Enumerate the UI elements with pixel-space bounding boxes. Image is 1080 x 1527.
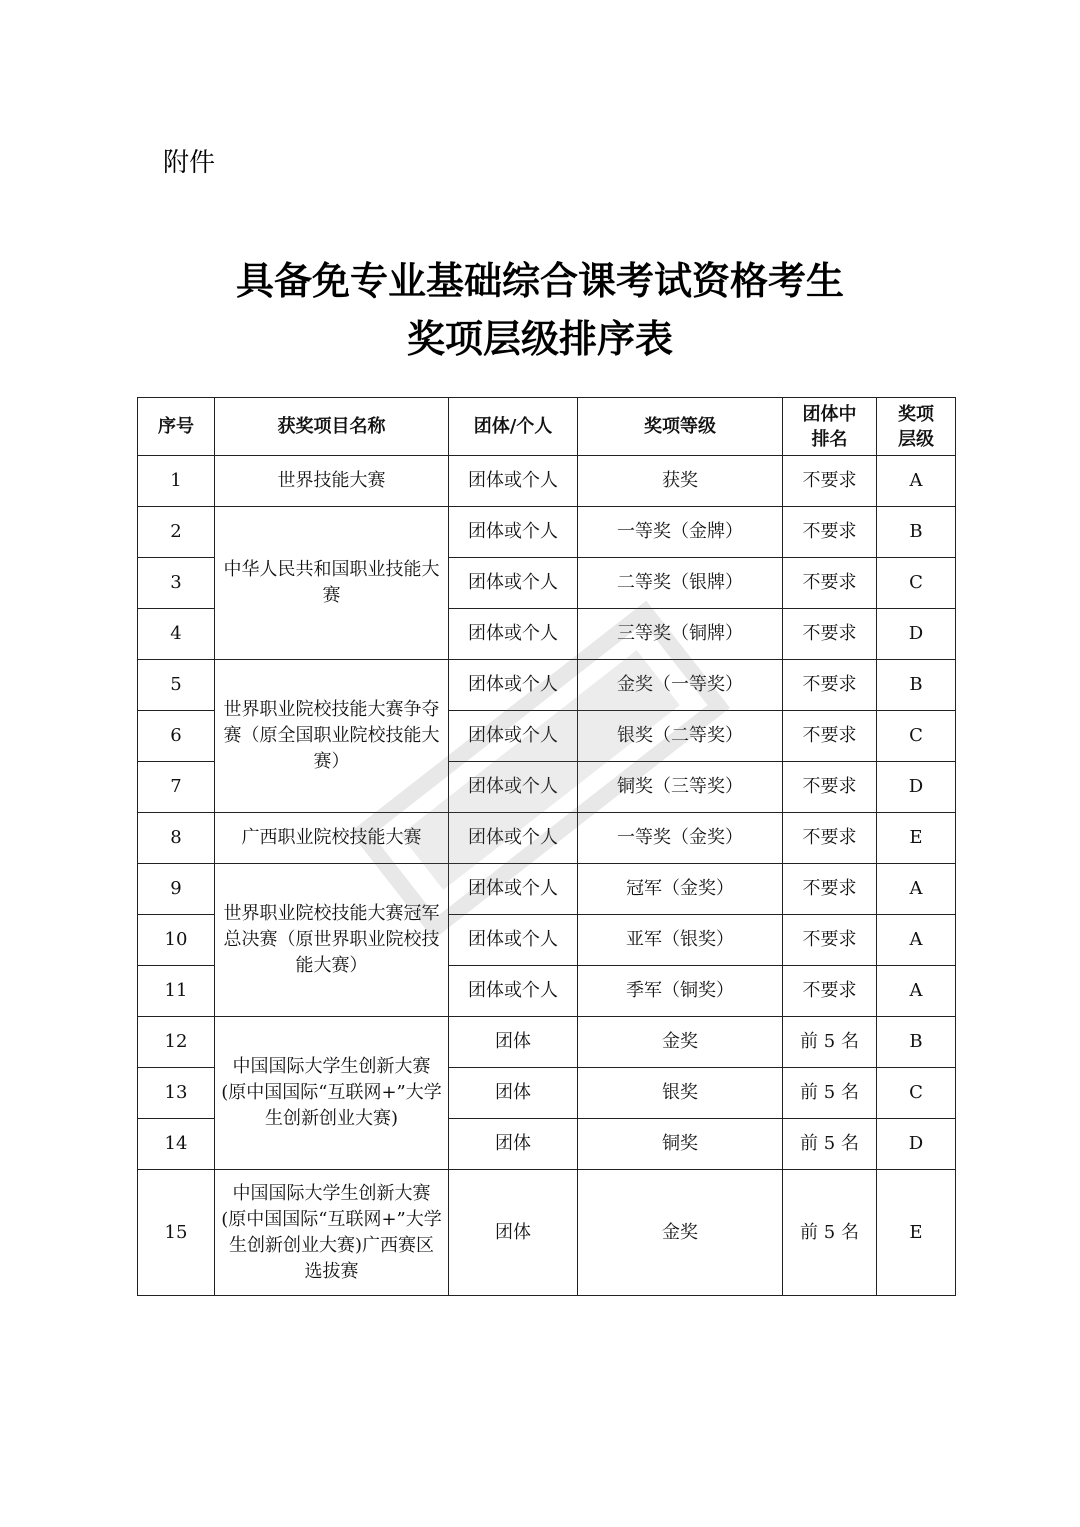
award-level-table [137, 397, 956, 1296]
cell-no: 15 [138, 1170, 215, 1296]
cell-team-rank: 不要求 [783, 711, 877, 762]
header-award-level: 奖项层级 [877, 398, 956, 456]
cell-award-level: A [877, 915, 956, 966]
cell-no: 12 [138, 1017, 215, 1068]
table-row [138, 1170, 956, 1296]
cell-award-level: A [877, 864, 956, 915]
cell-award-level: B [877, 507, 956, 558]
cell-team-rank: 前 5 名 [783, 1017, 877, 1068]
cell-team-rank: 不要求 [783, 507, 877, 558]
table-row [138, 660, 956, 711]
cell-no: 7 [138, 762, 215, 813]
cell-award-grade: 铜奖 [578, 1119, 783, 1170]
cell-team-rank: 不要求 [783, 864, 877, 915]
cell-no: 2 [138, 507, 215, 558]
cell-team-individual: 团体或个人 [449, 456, 578, 507]
cell-award-grade: 银奖（二等奖） [578, 711, 783, 762]
title-line-1: 具备免专业基础综合课考试资格考生 [235, 259, 844, 303]
cell-project-name: 世界职业院校技能大赛争夺赛（原全国职业院校技能大赛） [215, 660, 449, 813]
cell-award-level: E [877, 813, 956, 864]
cell-award-level: D [877, 1119, 956, 1170]
cell-project-name: 广西职业院校技能大赛 [215, 813, 449, 864]
cell-team-rank: 不要求 [783, 456, 877, 507]
cell-award-grade: 冠军（金奖） [578, 864, 783, 915]
cell-award-level: C [877, 711, 956, 762]
cell-no: 1 [138, 456, 215, 507]
cell-award-grade: 获奖 [578, 456, 783, 507]
cell-team-individual: 团体或个人 [449, 966, 578, 1017]
table-row [138, 507, 956, 558]
cell-team-individual: 团体 [449, 1017, 578, 1068]
cell-award-grade: 一等奖（金牌） [578, 507, 783, 558]
cell-no: 6 [138, 711, 215, 762]
table-body [138, 456, 956, 1296]
cell-no: 5 [138, 660, 215, 711]
cell-team-individual: 团体 [449, 1170, 578, 1296]
cell-no: 14 [138, 1119, 215, 1170]
cell-team-individual: 团体或个人 [449, 660, 578, 711]
cell-project-name: 中国国际大学生创新大赛(原中国国际“互联网+”大学生创新创业大赛)广西赛区选拔赛 [215, 1170, 449, 1296]
cell-project-name: 中华人民共和国职业技能大赛 [215, 507, 449, 660]
cell-team-rank: 不要求 [783, 609, 877, 660]
table-row [138, 813, 956, 864]
cell-team-individual: 团体或个人 [449, 813, 578, 864]
cell-team-rank: 前 5 名 [783, 1170, 877, 1296]
cell-award-grade: 银奖 [578, 1068, 783, 1119]
cell-no: 10 [138, 915, 215, 966]
cell-award-grade: 金奖（一等奖） [578, 660, 783, 711]
cell-team-rank: 不要求 [783, 660, 877, 711]
cell-team-individual: 团体或个人 [449, 864, 578, 915]
cell-award-level: B [877, 660, 956, 711]
cell-no: 9 [138, 864, 215, 915]
cell-award-grade: 亚军（银奖） [578, 915, 783, 966]
cell-no: 11 [138, 966, 215, 1017]
cell-team-individual: 团体或个人 [449, 711, 578, 762]
cell-award-grade: 金奖 [578, 1017, 783, 1068]
table-row [138, 456, 956, 507]
cell-team-rank: 不要求 [783, 966, 877, 1017]
cell-award-level: A [877, 456, 956, 507]
cell-award-grade: 季军（铜奖） [578, 966, 783, 1017]
title-line-2: 奖项层级排序表 [406, 317, 673, 361]
cell-team-rank: 前 5 名 [783, 1119, 877, 1170]
cell-team-individual: 团体或个人 [449, 915, 578, 966]
cell-no: 3 [138, 558, 215, 609]
table-row [138, 1017, 956, 1068]
header-team-rank: 团体中排名 [783, 398, 877, 456]
header-project-name: 获奖项目名称 [215, 398, 449, 456]
attachment-label: 附件 [163, 148, 216, 178]
cell-no: 13 [138, 1068, 215, 1119]
cell-award-level: D [877, 609, 956, 660]
cell-team-rank: 不要求 [783, 558, 877, 609]
cell-no: 4 [138, 609, 215, 660]
cell-award-grade: 金奖 [578, 1170, 783, 1296]
table-header-row [138, 398, 956, 456]
cell-award-level: D [877, 762, 956, 813]
cell-award-level: E [877, 1170, 956, 1296]
cell-project-name: 世界技能大赛 [215, 456, 449, 507]
cell-award-grade: 铜奖（三等奖） [578, 762, 783, 813]
cell-team-individual: 团体或个人 [449, 507, 578, 558]
cell-team-rank: 不要求 [783, 915, 877, 966]
cell-team-individual: 团体或个人 [449, 609, 578, 660]
cell-award-level: C [877, 558, 956, 609]
header-team-individual: 团体/个人 [449, 398, 578, 456]
cell-no: 8 [138, 813, 215, 864]
cell-project-name: 世界职业院校技能大赛冠军总决赛（原世界职业院校技能大赛） [215, 864, 449, 1017]
cell-team-individual: 团体或个人 [449, 762, 578, 813]
cell-team-individual: 团体 [449, 1068, 578, 1119]
cell-team-rank: 前 5 名 [783, 1068, 877, 1119]
table-row [138, 864, 956, 915]
cell-team-individual: 团体 [449, 1119, 578, 1170]
page-title [0, 252, 1080, 368]
cell-team-individual: 团体或个人 [449, 558, 578, 609]
cell-team-rank: 不要求 [783, 762, 877, 813]
cell-award-grade: 一等奖（金奖） [578, 813, 783, 864]
cell-award-level: C [877, 1068, 956, 1119]
header-award-grade: 奖项等级 [578, 398, 783, 456]
cell-award-level: B [877, 1017, 956, 1068]
cell-award-grade: 二等奖（银牌） [578, 558, 783, 609]
cell-award-grade: 三等奖（铜牌） [578, 609, 783, 660]
cell-project-name: 中国国际大学生创新大赛(原中国国际“互联网+”大学生创新创业大赛) [215, 1017, 449, 1170]
header-no: 序号 [138, 398, 215, 456]
cell-award-level: A [877, 966, 956, 1017]
cell-team-rank: 不要求 [783, 813, 877, 864]
